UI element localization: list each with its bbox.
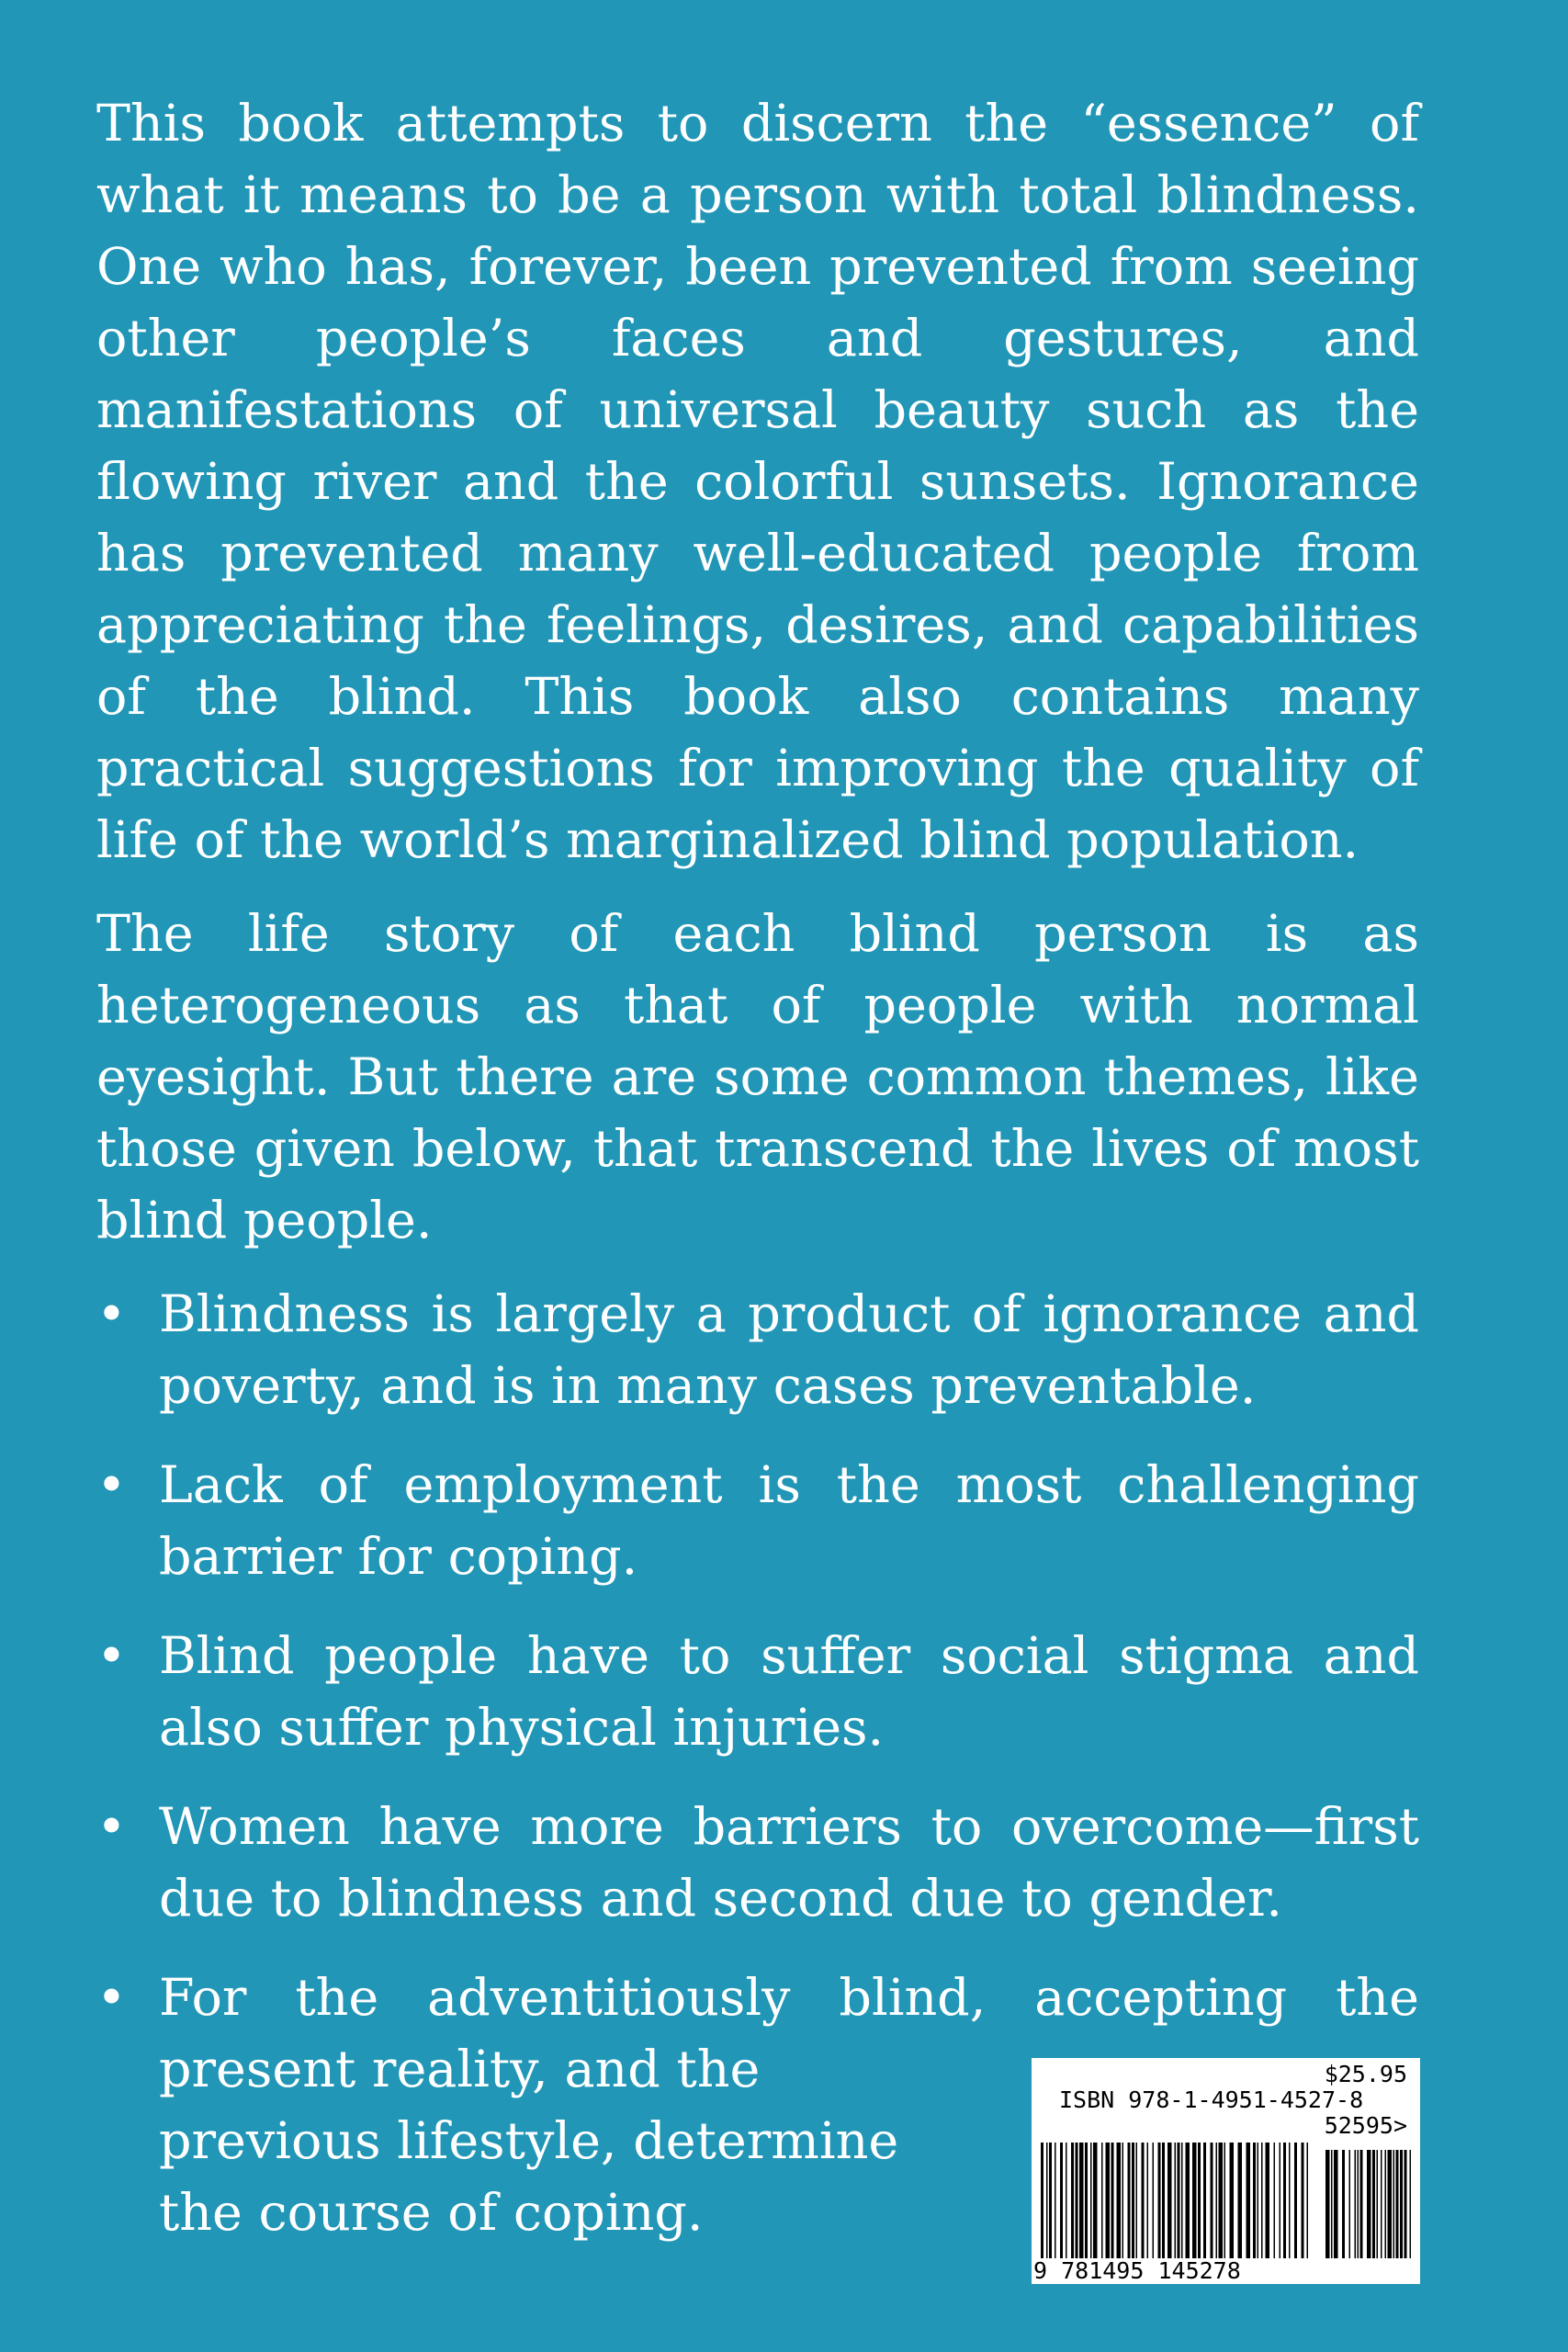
barcode-bar [1049, 2143, 1052, 2258]
barcode-bar [1168, 2143, 1172, 2258]
barcode-bar [1211, 2143, 1213, 2258]
barcode-bar [1147, 2143, 1149, 2258]
barcode-bar [1142, 2143, 1145, 2258]
barcode-addon-bar [1349, 2150, 1351, 2258]
barcode-addon-bar [1410, 2150, 1412, 2258]
barcode-bar [1041, 2143, 1043, 2258]
barcode-addon-bar [1388, 2150, 1393, 2258]
barcode-bar [1198, 2143, 1201, 2258]
barcode-addon-bar [1381, 2150, 1382, 2258]
bullet-icon: • [96, 1968, 127, 2028]
list-item-text-rest: present reality, and the previous lifestyle, determine the course of coping. [159, 2040, 899, 2243]
barcode-bar [1294, 2143, 1297, 2258]
barcode-addon-bar [1367, 2150, 1371, 2258]
barcode-digits: 9 781495 145278 [1033, 2257, 1241, 2284]
barcode-bar [1162, 2143, 1165, 2258]
list-item [96, 1279, 1419, 1422]
barcode-bar [1066, 2143, 1067, 2258]
barcode-bar [1175, 2143, 1177, 2258]
barcode-bar [1253, 2143, 1256, 2258]
barcode-bar [1289, 2143, 1291, 2258]
list-item-text: Blind people have to suffer social stigma and also suffer physical injuries. [159, 1626, 1419, 1758]
barcode-addon-bar [1400, 2150, 1403, 2258]
price-label: $25.95 [1324, 2061, 1407, 2087]
barcode-bar [1153, 2143, 1155, 2258]
barcode-bar [1106, 2143, 1111, 2258]
isbn-barcode [1032, 2058, 1420, 2284]
barcode-bar [1192, 2143, 1197, 2258]
barcode-bar [1046, 2143, 1048, 2258]
barcode-addon-bar [1358, 2150, 1359, 2258]
barcode-bar [1178, 2143, 1180, 2258]
list-item [96, 1792, 1419, 1935]
barcode-bar [1307, 2143, 1309, 2258]
barcode-bar [1132, 2143, 1134, 2258]
barcode-bar [1122, 2143, 1124, 2258]
barcode-addon-bar [1355, 2150, 1357, 2258]
barcode-addon-bar [1334, 2150, 1338, 2258]
intro-paragraph-1: This book attempts to discern the “essence” of what it means to be a person with total blindness. One who has, forever, been prevented from seeing other people’s faces and gestures, and manifestations of universal beauty such as the flowing river and the colorful sunsets. Ignorance has prevented many well-educated people from appreciating the feelings, desires, and capabilities of the blind. This book also contains many practical suggestions for improving the quality of life of the world’s marginalized blind population. [96, 94, 1419, 870]
bullet-icon: • [96, 1455, 127, 1515]
barcode-bar [1261, 2143, 1263, 2258]
barcode-addon-bar [1325, 2150, 1330, 2258]
barcode-bar [1274, 2143, 1276, 2258]
bullet-icon: • [96, 1284, 127, 1344]
barcode-bar [1093, 2143, 1098, 2258]
barcode-bar [1203, 2143, 1206, 2258]
barcode-addon-bar [1372, 2150, 1375, 2258]
barcode-bar [1079, 2143, 1084, 2258]
barcode-addon-bar [1396, 2150, 1399, 2258]
barcode-bar [1219, 2143, 1224, 2258]
bullet-icon: • [96, 1626, 127, 1686]
barcode-bar [1158, 2143, 1161, 2258]
barcode-addon-bar [1331, 2150, 1333, 2258]
barcode-addon-bar [1360, 2150, 1363, 2258]
description-text [96, 88, 1419, 2249]
barcode-bar [1076, 2143, 1078, 2258]
barcode-bar [1101, 2143, 1103, 2258]
barcode-addon-bar [1393, 2150, 1395, 2258]
barcode-bar [1258, 2143, 1259, 2258]
list-item-text: Women have more barriers to overcome—first due to blindness and second due to gender. [159, 1797, 1419, 1928]
barcode-bar [1128, 2143, 1131, 2258]
barcode-bar [1060, 2143, 1063, 2258]
barcode-addon-bar [1342, 2150, 1345, 2258]
list-item-text-line-1: For the adventitiously blind, accepting the [159, 1968, 1419, 2028]
barcode-bar [1117, 2143, 1122, 2258]
isbn-label: ISBN 978-1-4951-4527-8 [1059, 2086, 1364, 2113]
barcode-bar [1071, 2143, 1074, 2258]
barcode-bar [1280, 2143, 1281, 2258]
list-item-text: Blindness is largely a product of ignorance and poverty, and is in many cases preventable. [159, 1284, 1419, 1416]
barcode-bar [1224, 2143, 1226, 2258]
barcode-bars [1032, 2143, 1420, 2258]
barcode-bar [1136, 2143, 1138, 2258]
barcode-addon-bar [1404, 2150, 1407, 2258]
bullet-icon: • [96, 1797, 127, 1857]
barcode-bar [1247, 2143, 1251, 2258]
barcode-bar [1111, 2143, 1114, 2258]
price-addon-code: 52595> [1324, 2112, 1407, 2139]
barcode-addon-bar [1385, 2150, 1387, 2258]
barcode-bar [1055, 2143, 1056, 2258]
barcode-bar [1302, 2143, 1304, 2258]
barcode-addon-bar [1377, 2150, 1379, 2258]
intro-paragraph-2: The life story of each blind person is as heterogeneous as that of people with normal eyesight. But there are some common themes, like those given below, that transcend the lives of most blind people. [96, 904, 1419, 1250]
barcode-bar [1283, 2143, 1286, 2258]
barcode-bar [1090, 2143, 1092, 2258]
barcode-bar [1230, 2143, 1235, 2258]
list-item [96, 1621, 1419, 1764]
barcode-bar [1216, 2143, 1218, 2258]
barcode-bar [1181, 2143, 1183, 2258]
barcode-bar [1186, 2143, 1190, 2258]
list-item-text: Lack of employment is the most challenging barrier for coping. [159, 1455, 1419, 1587]
barcode-bar [1238, 2143, 1243, 2258]
barcode-bar [1085, 2143, 1088, 2258]
barcode-bar [1266, 2143, 1270, 2258]
list-item [96, 1450, 1419, 1593]
